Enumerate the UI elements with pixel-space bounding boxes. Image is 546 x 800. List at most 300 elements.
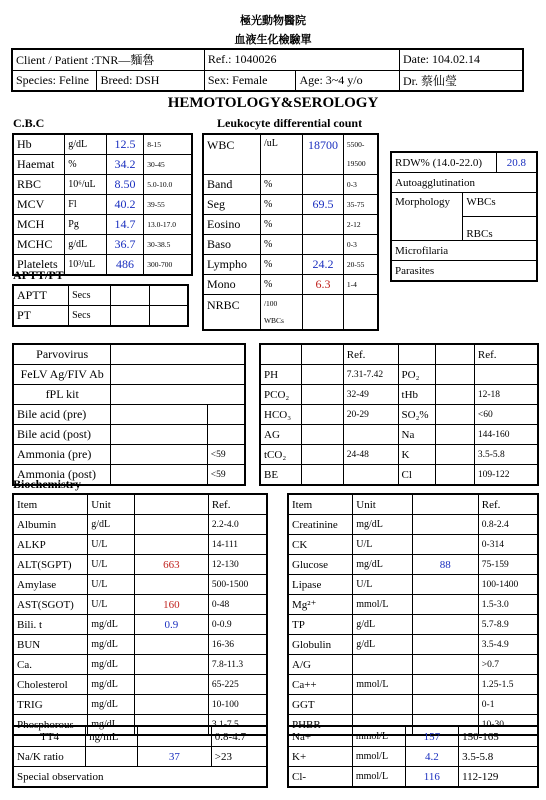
gas-ref — [343, 425, 398, 445]
table-row — [13, 195, 192, 215]
row-value — [111, 445, 207, 465]
row-ref — [150, 306, 188, 327]
gas-blank — [398, 344, 436, 365]
row-value — [111, 425, 207, 445]
table-row — [13, 655, 267, 675]
nak-value: 37 — [137, 747, 211, 767]
row-name: TP — [288, 615, 353, 635]
doctor: Dr. 蔡仙瑩 — [400, 70, 523, 91]
row-name: Mg²⁺ — [288, 595, 353, 615]
row-ref: 0-3 — [343, 234, 378, 254]
row-name: Globulin — [288, 635, 353, 655]
gas-name: Na — [398, 425, 436, 445]
row-name: Cl- — [288, 767, 352, 788]
table-row — [13, 595, 267, 615]
row-ref: 8-15 — [144, 134, 192, 155]
row-value — [412, 595, 478, 615]
gas-value — [436, 385, 474, 405]
row-ref: 1.5-3.0 — [478, 595, 538, 615]
tt4-ref: 0.8-4.7 — [211, 726, 267, 747]
row-unit: % — [260, 194, 302, 214]
table-row — [13, 385, 245, 405]
table-row — [288, 515, 538, 535]
row-unit: mg/dL — [88, 695, 135, 715]
header-ref: Ref. — [208, 494, 267, 515]
table-row — [13, 285, 188, 306]
row-ref: 5.0-10.0 — [144, 175, 192, 195]
table-row — [203, 214, 378, 234]
row-unit: mmol/L — [353, 675, 413, 695]
table-row — [288, 726, 538, 747]
nrbc-unit-line2: WBCs — [263, 315, 284, 325]
row-value — [111, 465, 207, 486]
gas-name: HCO₃ — [260, 405, 302, 425]
row-name: NRBC — [203, 294, 260, 330]
row-name: fPL kit — [13, 385, 111, 405]
row-ref: 35-75 — [343, 194, 378, 214]
microfilaria: Microfilaria — [391, 241, 537, 261]
aptt-title: APTT/PT — [13, 268, 64, 282]
biochem-left-table — [12, 493, 268, 736]
row-value: 34.2 — [106, 155, 143, 175]
table-row — [288, 767, 538, 788]
hospital-name: 極光動物醫院 — [240, 14, 306, 27]
row-ref: 100-1400 — [478, 575, 538, 595]
row-value — [303, 174, 344, 194]
row-ref: >0.7 — [478, 655, 538, 675]
row-ref — [207, 405, 245, 425]
table-row — [13, 235, 192, 255]
row-value — [134, 635, 208, 655]
gas-ref — [343, 465, 398, 486]
row-name: PT — [13, 306, 69, 327]
gas-value — [302, 405, 343, 425]
blood-gas-table — [259, 343, 539, 486]
row-unit: % — [65, 155, 107, 175]
row-name: Band — [203, 174, 260, 194]
table-row — [288, 635, 538, 655]
row-unit: mmol/L — [352, 726, 405, 747]
gas-value — [436, 365, 474, 385]
row-name: FeLV Ag/FIV Ab — [13, 365, 111, 385]
table-row — [13, 175, 192, 195]
table-row — [13, 494, 267, 515]
row-value — [412, 675, 478, 695]
serology-table — [12, 343, 246, 486]
gas-ref: 3.5-5.8 — [474, 445, 538, 465]
row-value — [412, 575, 478, 595]
row-value — [111, 405, 207, 425]
gas-ref: 20-29 — [343, 405, 398, 425]
row-name: Ca. — [13, 655, 88, 675]
row-ref — [343, 134, 378, 174]
row-name: MCH — [13, 215, 65, 235]
row-unit: mg/dL — [353, 515, 413, 535]
row-ref: 500-1500 — [208, 575, 267, 595]
table-row — [260, 445, 538, 465]
row-name: ALT(SGPT) — [13, 555, 88, 575]
table-row — [288, 595, 538, 615]
gas-value — [436, 465, 474, 486]
header-unit: Unit — [353, 494, 413, 515]
gas-ref: <60 — [474, 405, 538, 425]
row-unit: 10³/uL — [65, 255, 107, 276]
tt4-name: TT4 — [13, 726, 86, 747]
row-value — [134, 695, 208, 715]
row-value — [412, 615, 478, 635]
row-unit: % — [260, 174, 302, 194]
row-name: Parvovirus — [13, 344, 111, 365]
row-name: BUN — [13, 635, 88, 655]
row-name: PHBR — [288, 715, 353, 736]
row-unit: g/dL — [353, 615, 413, 635]
gas-name: K — [398, 445, 436, 465]
tt4-table — [12, 725, 268, 788]
row-value: 8.50 — [106, 175, 143, 195]
row-ref: 3.5-5.8 — [459, 747, 538, 767]
row-ref: 10-100 — [208, 695, 267, 715]
row-unit: mg/dL — [88, 615, 135, 635]
row-name: Bile acid (pre) — [13, 405, 111, 425]
row-ref: 112-129 — [459, 767, 538, 788]
row-ref: 0-48 — [208, 595, 267, 615]
table-row — [288, 747, 538, 767]
row-unit: % — [260, 214, 302, 234]
row-unit: U/L — [88, 575, 135, 595]
morphology-label: Morphology — [391, 193, 463, 241]
rdw-label: RDW% (14.0-22.0) — [391, 152, 496, 173]
nak-ref: >23 — [211, 747, 267, 767]
row-value: 160 — [134, 595, 208, 615]
row-unit: Secs — [69, 285, 111, 306]
table-row — [260, 425, 538, 445]
row-name: ALKP — [13, 535, 88, 555]
header-item: Item — [288, 494, 353, 515]
row-ref: 75-159 — [478, 555, 538, 575]
row-ref: 0-3 — [343, 174, 378, 194]
row-value — [134, 515, 208, 535]
row-unit: mg/dL — [88, 655, 135, 675]
row-unit: U/L — [88, 555, 135, 575]
row-ref: 0-314 — [478, 535, 538, 555]
gas-name: BE — [260, 465, 302, 486]
row-name: Amylase — [13, 575, 88, 595]
gas-ref: 24-48 — [343, 445, 398, 465]
row-unit: mmol/L — [352, 747, 405, 767]
gas-value — [302, 425, 343, 445]
row-ref: 2.2-4.0 — [208, 515, 267, 535]
table-row — [13, 134, 192, 155]
species: Species: Feline — [12, 70, 97, 91]
row-unit — [260, 294, 302, 330]
row-ref: 3.5-4.9 — [478, 635, 538, 655]
table-row — [288, 695, 538, 715]
row-value — [134, 575, 208, 595]
rdw-value: 20.8 — [496, 152, 537, 173]
row-unit: /uL — [260, 134, 302, 174]
row-unit: U/L — [88, 535, 135, 555]
row-value — [110, 306, 149, 327]
row-unit: mg/dL — [353, 555, 413, 575]
row-value — [412, 695, 478, 715]
table-row — [13, 695, 267, 715]
morphology-wbcs: WBCs — [463, 193, 537, 217]
row-name: GGT — [288, 695, 353, 715]
gas-ref: 109-122 — [474, 465, 538, 486]
report-date: Date: 104.02.14 — [400, 49, 523, 70]
gas-name: PO₂ — [398, 365, 436, 385]
row-ref — [207, 425, 245, 445]
row-value: 116 — [405, 767, 458, 788]
gas-ref-header-right: Ref. — [474, 344, 538, 365]
table-row — [203, 134, 378, 174]
row-ref: 1-4 — [343, 274, 378, 294]
row-unit: mg/dL — [88, 635, 135, 655]
gas-ref-header-left: Ref. — [343, 344, 398, 365]
age: Age: 3~4 y/o — [296, 70, 400, 91]
patient-info-table — [11, 48, 524, 92]
electrolyte-table — [287, 725, 539, 788]
gas-ref: 7.31-7.42 — [343, 365, 398, 385]
sex: Sex: Female — [204, 70, 296, 91]
row-ref — [343, 294, 378, 330]
tt4-value — [137, 726, 211, 747]
breed: Breed: DSH — [97, 70, 204, 91]
row-unit: U/L — [88, 595, 135, 615]
row-unit: Fl — [65, 195, 107, 215]
row-value: 6.3 — [303, 274, 344, 294]
row-unit: Secs — [69, 306, 111, 327]
row-name: K+ — [288, 747, 352, 767]
gas-name: PH — [260, 365, 302, 385]
row-name: Haemat — [13, 155, 65, 175]
row-name: AST(SGOT) — [13, 595, 88, 615]
form-title: 血液生化檢驗單 — [234, 33, 312, 46]
row-value: 14.7 — [106, 215, 143, 235]
row-name: TRIG — [13, 695, 88, 715]
row-name: Albumin — [13, 515, 88, 535]
gas-ref — [474, 365, 538, 385]
table-row — [203, 254, 378, 274]
row-value: 18700 — [303, 134, 344, 174]
table-row — [260, 405, 538, 425]
row-name: Platelets — [13, 255, 65, 276]
row-name: Baso — [203, 234, 260, 254]
table-row — [203, 294, 378, 330]
row-ref: 12-130 — [208, 555, 267, 575]
row-value: 486 — [106, 255, 143, 276]
row-ref: 30-45 — [144, 155, 192, 175]
biochem-right-table — [287, 493, 539, 736]
row-ref: 150-165 — [459, 726, 538, 747]
row-name: Bile acid (post) — [13, 425, 111, 445]
table-row — [13, 515, 267, 535]
row-ref: 0-1 — [478, 695, 538, 715]
table-row — [288, 535, 538, 555]
row-value — [111, 385, 245, 405]
table-row — [203, 174, 378, 194]
cbc-title: C.B.C — [13, 116, 45, 130]
row-ref: 39-55 — [144, 195, 192, 215]
row-value — [303, 214, 344, 234]
table-row — [13, 405, 245, 425]
row-name: MCHC — [13, 235, 65, 255]
row-unit: mg/dL — [88, 675, 135, 695]
table-row — [260, 344, 538, 365]
row-value: 24.2 — [303, 254, 344, 274]
gas-value — [436, 425, 474, 445]
row-ref: 3.1-7.5 — [208, 715, 267, 736]
row-ref: 1.25-1.5 — [478, 675, 538, 695]
row-ref: 300-700 — [144, 255, 192, 276]
table-row — [288, 494, 538, 515]
client-patient: Client / Patient :TNR—麵魯 — [12, 49, 204, 70]
row-unit: Pg — [65, 215, 107, 235]
gas-ref: 32-49 — [343, 385, 398, 405]
row-value: 0.9 — [134, 615, 208, 635]
table-row — [13, 615, 267, 635]
nrbc-unit-line1: /100 — [263, 298, 278, 308]
gas-value — [436, 445, 474, 465]
row-name: CK — [288, 535, 353, 555]
row-unit: 10⁶/uL — [65, 175, 107, 195]
table-row — [13, 306, 188, 327]
row-value — [134, 535, 208, 555]
row-name: APTT — [13, 285, 69, 306]
row-unit: g/dL — [353, 635, 413, 655]
row-unit: % — [260, 274, 302, 294]
row-name: Seg — [203, 194, 260, 214]
gas-name: tCO₂ — [260, 445, 302, 465]
row-name: Phosphorous — [13, 715, 88, 736]
table-row — [13, 675, 267, 695]
header-unit: Unit — [88, 494, 135, 515]
table-row — [13, 365, 245, 385]
biochem-title: Biochemistry — [13, 477, 81, 491]
header-ref: Ref. — [478, 494, 538, 515]
row-unit: mg/dL — [88, 715, 135, 736]
wbc-ref-line1: 5500- — [346, 140, 365, 150]
table-row — [13, 215, 192, 235]
gas-name: tHb — [398, 385, 436, 405]
row-ref: <59 — [207, 465, 245, 486]
gas-name: PCO₂ — [260, 385, 302, 405]
row-name: Bili. t — [13, 615, 88, 635]
row-unit: mmol/L — [353, 595, 413, 615]
row-value: 12.5 — [106, 134, 143, 155]
row-name: Cholesterol — [13, 675, 88, 695]
table-row — [13, 555, 267, 575]
ref-number: Ref.: 1040026 — [204, 49, 399, 70]
row-unit: mmol/L — [352, 767, 405, 788]
table-row — [288, 675, 538, 695]
table-row — [203, 274, 378, 294]
header-item: Item — [13, 494, 88, 515]
header-value — [134, 494, 208, 515]
row-unit: U/L — [353, 535, 413, 555]
gas-blank — [302, 344, 343, 365]
gas-name: AG — [260, 425, 302, 445]
table-row — [288, 555, 538, 575]
row-name: Eosino — [203, 214, 260, 234]
wbc-ref-line2: 19500 — [346, 159, 366, 169]
row-name: Na+ — [288, 726, 352, 747]
row-value: 69.5 — [303, 194, 344, 214]
leukocyte-table — [202, 133, 379, 331]
row-value: 88 — [412, 555, 478, 575]
row-value: 157 — [405, 726, 458, 747]
row-unit: % — [260, 234, 302, 254]
table-row — [203, 234, 378, 254]
row-name: MCV — [13, 195, 65, 215]
table-row — [288, 615, 538, 635]
row-name: Ammonia (post) — [13, 465, 111, 486]
row-value: 4.2 — [405, 747, 458, 767]
gas-blank — [436, 344, 474, 365]
table-row — [13, 635, 267, 655]
row-unit: % — [260, 254, 302, 274]
nak-name: Na/K ratio — [13, 747, 86, 767]
row-name: Lipase — [288, 575, 353, 595]
row-value — [134, 655, 208, 675]
row-name: WBC — [203, 134, 260, 174]
gas-value — [302, 365, 343, 385]
table-row — [13, 344, 245, 365]
nak-unit — [86, 747, 138, 767]
row-ref: 30-38.5 — [144, 235, 192, 255]
row-unit: g/dL — [65, 235, 107, 255]
rdw-table — [390, 151, 538, 282]
row-value — [412, 635, 478, 655]
row-ref: 0-0.9 — [208, 615, 267, 635]
table-row — [13, 445, 245, 465]
row-ref: 0.8-2.4 — [478, 515, 538, 535]
row-value — [303, 234, 344, 254]
special-observation: Special observation — [13, 767, 267, 788]
table-row — [13, 535, 267, 555]
row-value — [111, 344, 245, 365]
row-value — [111, 365, 245, 385]
row-name: RBC — [13, 175, 65, 195]
gas-value — [302, 385, 343, 405]
cbc-table — [12, 133, 193, 276]
row-ref: 7.8-11.3 — [208, 655, 267, 675]
gas-value — [302, 445, 343, 465]
table-row — [13, 425, 245, 445]
table-row — [260, 365, 538, 385]
row-ref: 2-12 — [343, 214, 378, 234]
row-name: Lympho — [203, 254, 260, 274]
table-row — [13, 155, 192, 175]
row-value — [303, 294, 344, 330]
gas-name: SO₂% — [398, 405, 436, 425]
table-row — [260, 385, 538, 405]
row-ref: 13.0-17.0 — [144, 215, 192, 235]
row-unit: g/dL — [65, 134, 107, 155]
gas-name: Cl — [398, 465, 436, 486]
gas-ref: 12-18 — [474, 385, 538, 405]
parasites: Parasites — [391, 261, 537, 282]
gas-blank — [260, 344, 302, 365]
row-ref — [150, 285, 188, 306]
table-row — [203, 194, 378, 214]
row-value — [412, 655, 478, 675]
row-name: Mono — [203, 274, 260, 294]
table-row — [260, 465, 538, 486]
row-name: Creatinine — [288, 515, 353, 535]
header-value — [412, 494, 478, 515]
morphology-rbcs: RBCs — [463, 217, 537, 241]
